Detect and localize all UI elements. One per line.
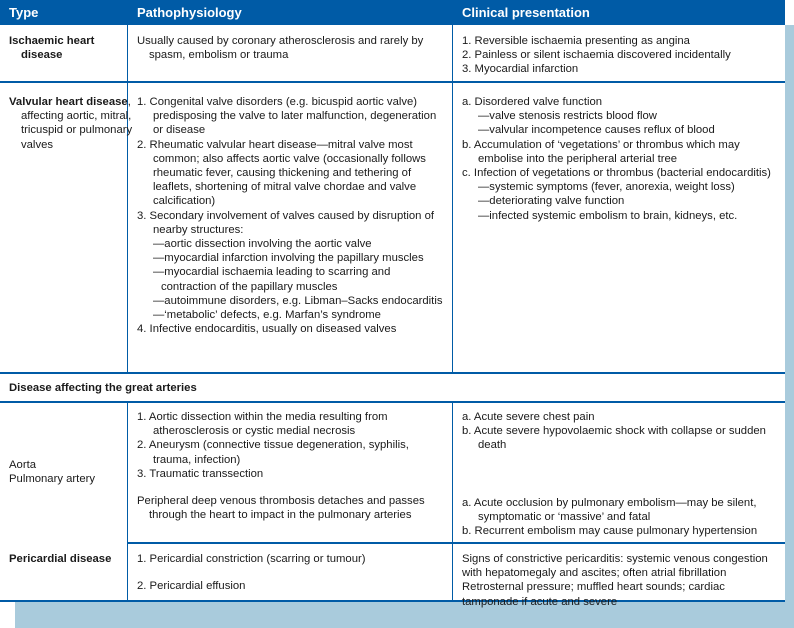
list-item: c. Infection of vegetations or thrombus (bacterial endocarditis): [462, 167, 771, 180]
list-item: 3. Traumatic transsection: [137, 467, 264, 480]
sub-item: —‘metabolic’ defects, e.g. Marfan’s syndrome: [153, 309, 381, 322]
list-item: 2. Pericardial effusion: [137, 580, 246, 593]
row-arteries-patho-aorta: [137, 410, 447, 481]
row-ischaemic-type: Ischaemic heart disease: [9, 35, 95, 62]
sub-item: —infected systemic embolism to brain, kidneys, etc.: [478, 209, 738, 222]
section-header-great-arteries: Disease affecting the great arteries: [9, 382, 197, 394]
col-divider: [452, 25, 453, 373]
row-divider: [0, 372, 785, 374]
row-arteries-clinical-pulmonary: [462, 496, 780, 539]
col-divider: [127, 403, 128, 600]
list-item: b. Acute severe hypovolaemic shock with collapse or sudden death: [462, 425, 766, 452]
type-aorta: Aorta: [9, 459, 37, 471]
sub-item: —valvular incompetence causes reflux of blood: [478, 124, 715, 137]
list-item: 1. Aortic dissection within the media resulting from atherosclerosis or cystic medial necrosis: [137, 411, 388, 438]
sub-item: —myocardial ischaemia leading to scarring and contraction of the papillary muscles: [153, 266, 391, 293]
sub-item: —valve stenosis restricts blood flow: [478, 110, 657, 123]
row-ischaemic-patho: Usually caused by coronary atherosclerosis and rarely by spasm, embolism or trauma: [137, 35, 424, 62]
type-pulmonary-artery: Pulmonary artery: [9, 473, 96, 486]
list-item: 1. Reversible ischaemia presenting as angina: [462, 35, 690, 47]
sub-item: —myocardial infarction involving the papillary muscles: [153, 252, 424, 265]
row-valvular-type: [9, 95, 133, 152]
list-item: 3. Myocardial infarction: [462, 63, 579, 76]
list-item: b. Recurrent embolism may cause pulmonary hypertension: [462, 525, 758, 538]
table-header: [0, 0, 785, 25]
row-arteries-patho-pulmonary: Peripheral deep venous thrombosis detaches and passes through the heart to impact in the pulmonary arteries: [137, 495, 425, 522]
col-divider: [127, 25, 128, 373]
row-pericardial-type: Pericardial disease: [9, 553, 112, 565]
header-clinical-presentation: Clinical presentation: [462, 5, 590, 20]
header-pathophysiology: Pathophysiology: [137, 5, 242, 20]
list-item: a. Acute severe chest pain: [462, 411, 595, 423]
clinical-constrictive: Signs of constrictive pericarditis: systemic venous congestion with hepatomegaly and ascites; often atrial fibrillation: [462, 553, 768, 580]
row-divider: [0, 401, 785, 403]
list-item: b. Accumulation of ‘vegetations’ or thrombus which may embolise into the peripheral arterial tree: [462, 138, 740, 165]
row-pericardial-clinical: [462, 552, 782, 609]
type-label: Valvular heart disease: [9, 96, 128, 108]
list-item: 1. Pericardial constriction (scarring or tumour): [137, 553, 366, 565]
type-detail: , affecting aortic, mitral, tricuspid or pulmonary valves: [21, 96, 133, 151]
list-item: 3. Secondary involvement of valves caused by disruption of nearby structures:: [137, 209, 435, 236]
list-item: 1. Congenital valve disorders (e.g. bicuspid aortic valve) predisposing the valve to later malfunction, degeneration or disease: [137, 96, 437, 137]
list-item: 4. Infective endocarditis, usually on diseased valves: [137, 323, 397, 336]
row-pericardial-patho: [137, 552, 447, 593]
list-item: 2. Painless or silent ischaemia discovered incidentally: [462, 49, 731, 62]
sub-item: —autoimmune disorders, e.g. Libman–Sacks endocarditis: [153, 294, 443, 307]
row-valvular-patho: [137, 95, 447, 336]
header-type: Type: [9, 5, 39, 20]
list-item: a. Acute occlusion by pulmonary embolism—may be silent, symptomatic or ‘massive’ and fatal: [462, 497, 757, 524]
sub-item: —systemic symptoms (fever, anorexia, weight loss): [478, 181, 735, 194]
list-item: 2. Rheumatic valvular heart disease—mitral valve most common; also affects aortic valve (occasionally follows rheumatic fever, causing thickening and tethering of leaflets, shortening of mitral valve chordae and valve calcification): [137, 138, 426, 208]
row-ischaemic-clinical: [462, 34, 780, 77]
list-item: a. Disordered valve function: [462, 96, 603, 108]
row-arteries-clinical-aorta: [462, 410, 780, 453]
list-item: 2. Aneurysm (connective tissue degeneration, syphilis, trauma, infection): [137, 439, 409, 466]
sub-item: —deteriorating valve function: [478, 195, 625, 208]
row-divider: [127, 542, 785, 544]
row-divider: [0, 81, 785, 83]
row-arteries-type: [9, 458, 121, 486]
row-valvular-clinical: [462, 95, 780, 223]
sub-item: —aortic dissection involving the aortic valve: [153, 238, 372, 251]
clinical-effusion: Retrosternal pressure; muffled heart sounds; cardiac tamponade if acute and severe: [462, 581, 725, 608]
